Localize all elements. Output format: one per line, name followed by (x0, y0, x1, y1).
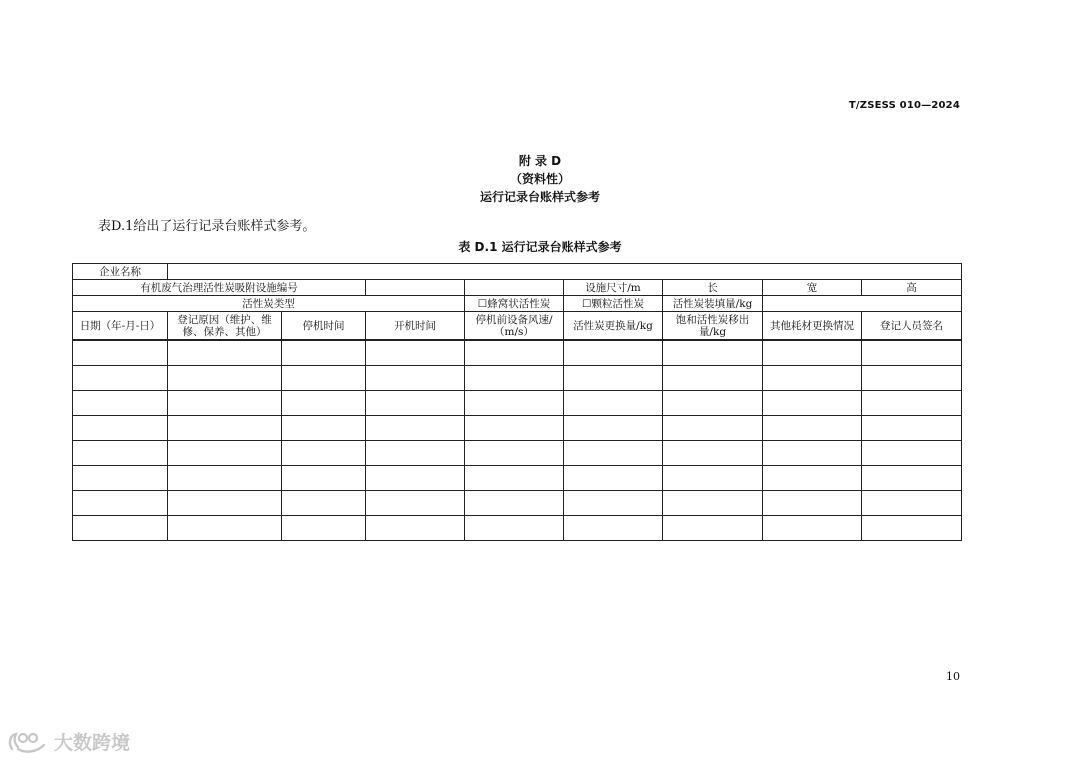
company-name-value[interactable] (168, 264, 962, 280)
table-cell[interactable] (73, 416, 168, 441)
table-cell[interactable] (282, 391, 366, 416)
table-row (73, 516, 962, 541)
table-cell[interactable] (465, 366, 564, 391)
table-cell[interactable] (168, 416, 282, 441)
table-cell[interactable] (862, 466, 962, 491)
table-cell[interactable] (73, 516, 168, 541)
table-row (73, 366, 962, 391)
table-cell[interactable] (465, 340, 564, 366)
facility-row (73, 280, 962, 296)
ledger-table (72, 263, 962, 541)
facility-id-value[interactable] (366, 280, 465, 296)
table-cell[interactable] (366, 340, 465, 366)
table-cell[interactable] (168, 441, 282, 466)
column-header-row (73, 312, 962, 341)
granular-checkbox[interactable]: ☐颗粒活性炭 (564, 296, 663, 312)
table-cell[interactable] (763, 466, 862, 491)
table-cell[interactable] (168, 366, 282, 391)
table-cell[interactable] (663, 391, 763, 416)
company-name-label: 企业名称 (73, 264, 168, 280)
header-carbon-replaced: 活性炭更换量/kg (564, 312, 663, 341)
width-label: 宽 (763, 280, 862, 296)
table-cell[interactable] (465, 516, 564, 541)
table-cell[interactable] (465, 391, 564, 416)
table-cell[interactable] (282, 466, 366, 491)
table-cell[interactable] (73, 366, 168, 391)
carbon-type-row (73, 296, 962, 312)
appendix-subject: 运行记录台账样式参考 (479, 190, 600, 204)
table-row (73, 391, 962, 416)
table-cell[interactable] (663, 441, 763, 466)
table-cell[interactable] (366, 391, 465, 416)
table-cell[interactable] (73, 441, 168, 466)
facility-id-label: 有机废气治理活性炭吸附设施编号 (73, 280, 366, 296)
fill-amount-value[interactable] (763, 296, 962, 312)
table-cell[interactable] (366, 366, 465, 391)
appendix-title: 附 录 D (518, 154, 562, 168)
fill-amount-label: 活性炭装填量/kg (663, 296, 763, 312)
table-caption: 表 D.1 运行记录台账样式参考 (458, 240, 622, 254)
table-cell[interactable] (465, 441, 564, 466)
table-cell[interactable] (366, 416, 465, 441)
table-cell[interactable] (862, 340, 962, 366)
table-cell[interactable] (168, 491, 282, 516)
header-reason: 登记原因（维护、维修、保养、其他） (168, 312, 282, 341)
table-cell[interactable] (73, 391, 168, 416)
table-cell[interactable] (366, 491, 465, 516)
table-cell[interactable] (862, 416, 962, 441)
table-cell[interactable] (282, 366, 366, 391)
header-date: 日期（年-月-日） (73, 312, 168, 341)
table-cell[interactable] (763, 516, 862, 541)
table-cell[interactable] (282, 441, 366, 466)
table-cell[interactable] (465, 466, 564, 491)
table-cell[interactable] (564, 466, 663, 491)
table-row (73, 416, 962, 441)
table-cell[interactable] (564, 516, 663, 541)
appendix-heading (0, 152, 1080, 206)
height-label: 高 (862, 280, 962, 296)
table-row (73, 340, 962, 366)
data-rows (73, 340, 962, 541)
header-wind-speed: 停机前设备风速/（m/s） (465, 312, 564, 341)
watermark-text: 大数跨境 (54, 732, 131, 754)
table-cell[interactable] (366, 466, 465, 491)
watermark-logo-icon (6, 729, 50, 755)
company-row (73, 264, 962, 280)
table-cell[interactable] (282, 416, 366, 441)
table-cell[interactable] (663, 516, 763, 541)
carbon-type-label: 活性炭类型 (73, 296, 465, 312)
table-cell[interactable] (663, 416, 763, 441)
table-cell[interactable] (763, 491, 862, 516)
table-cell[interactable] (862, 391, 962, 416)
honeycomb-checkbox[interactable]: ☐蜂窝状活性炭 (465, 296, 564, 312)
table-cell[interactable] (663, 340, 763, 366)
table-cell[interactable] (862, 491, 962, 516)
table-cell[interactable] (663, 366, 763, 391)
intro-paragraph: 表D.1给出了运行记录台账样式参考。 (98, 219, 316, 234)
appendix-type: （资料性） (509, 172, 570, 186)
header-start-time: 开机时间 (366, 312, 465, 341)
table-cell[interactable] (73, 491, 168, 516)
table-cell[interactable] (763, 366, 862, 391)
table-cell[interactable] (465, 491, 564, 516)
table-cell[interactable] (282, 516, 366, 541)
table-cell[interactable] (465, 416, 564, 441)
table-row (73, 466, 962, 491)
table-cell[interactable] (73, 340, 168, 366)
table-cell[interactable] (763, 441, 862, 466)
page-number: 10 (946, 670, 960, 683)
table-cell[interactable] (168, 466, 282, 491)
facility-id-value-2[interactable] (465, 280, 564, 296)
table-row (73, 491, 962, 516)
table-cell[interactable] (73, 466, 168, 491)
table-cell[interactable] (366, 441, 465, 466)
table-cell[interactable] (663, 491, 763, 516)
table-cell[interactable] (282, 491, 366, 516)
header-saturated-removed: 饱和活性炭移出量/kg (663, 312, 763, 341)
document-code: T/ZSESS 010—2024 (848, 100, 960, 111)
table-cell[interactable] (763, 340, 862, 366)
table-cell[interactable] (168, 340, 282, 366)
table-cell[interactable] (862, 366, 962, 391)
table-cell[interactable] (862, 441, 962, 466)
table-cell[interactable] (564, 441, 663, 466)
table-cell[interactable] (168, 516, 282, 541)
table-cell[interactable] (564, 366, 663, 391)
table-cell[interactable] (862, 516, 962, 541)
table-cell[interactable] (763, 416, 862, 441)
table-cell[interactable] (763, 391, 862, 416)
table-cell[interactable] (663, 466, 763, 491)
facility-size-label: 设施尺寸/m (564, 280, 663, 296)
length-label: 长 (663, 280, 763, 296)
table-cell[interactable] (564, 416, 663, 441)
header-other-consumables: 其他耗材更换情况 (763, 312, 862, 341)
watermark (6, 728, 130, 755)
table-cell[interactable] (564, 391, 663, 416)
table-cell[interactable] (366, 516, 465, 541)
header-stop-time: 停机时间 (282, 312, 366, 341)
table-cell[interactable] (564, 340, 663, 366)
header-signature: 登记人员签名 (862, 312, 962, 341)
table-row (73, 441, 962, 466)
table-cell[interactable] (168, 391, 282, 416)
table-cell[interactable] (282, 340, 366, 366)
table-cell[interactable] (564, 491, 663, 516)
